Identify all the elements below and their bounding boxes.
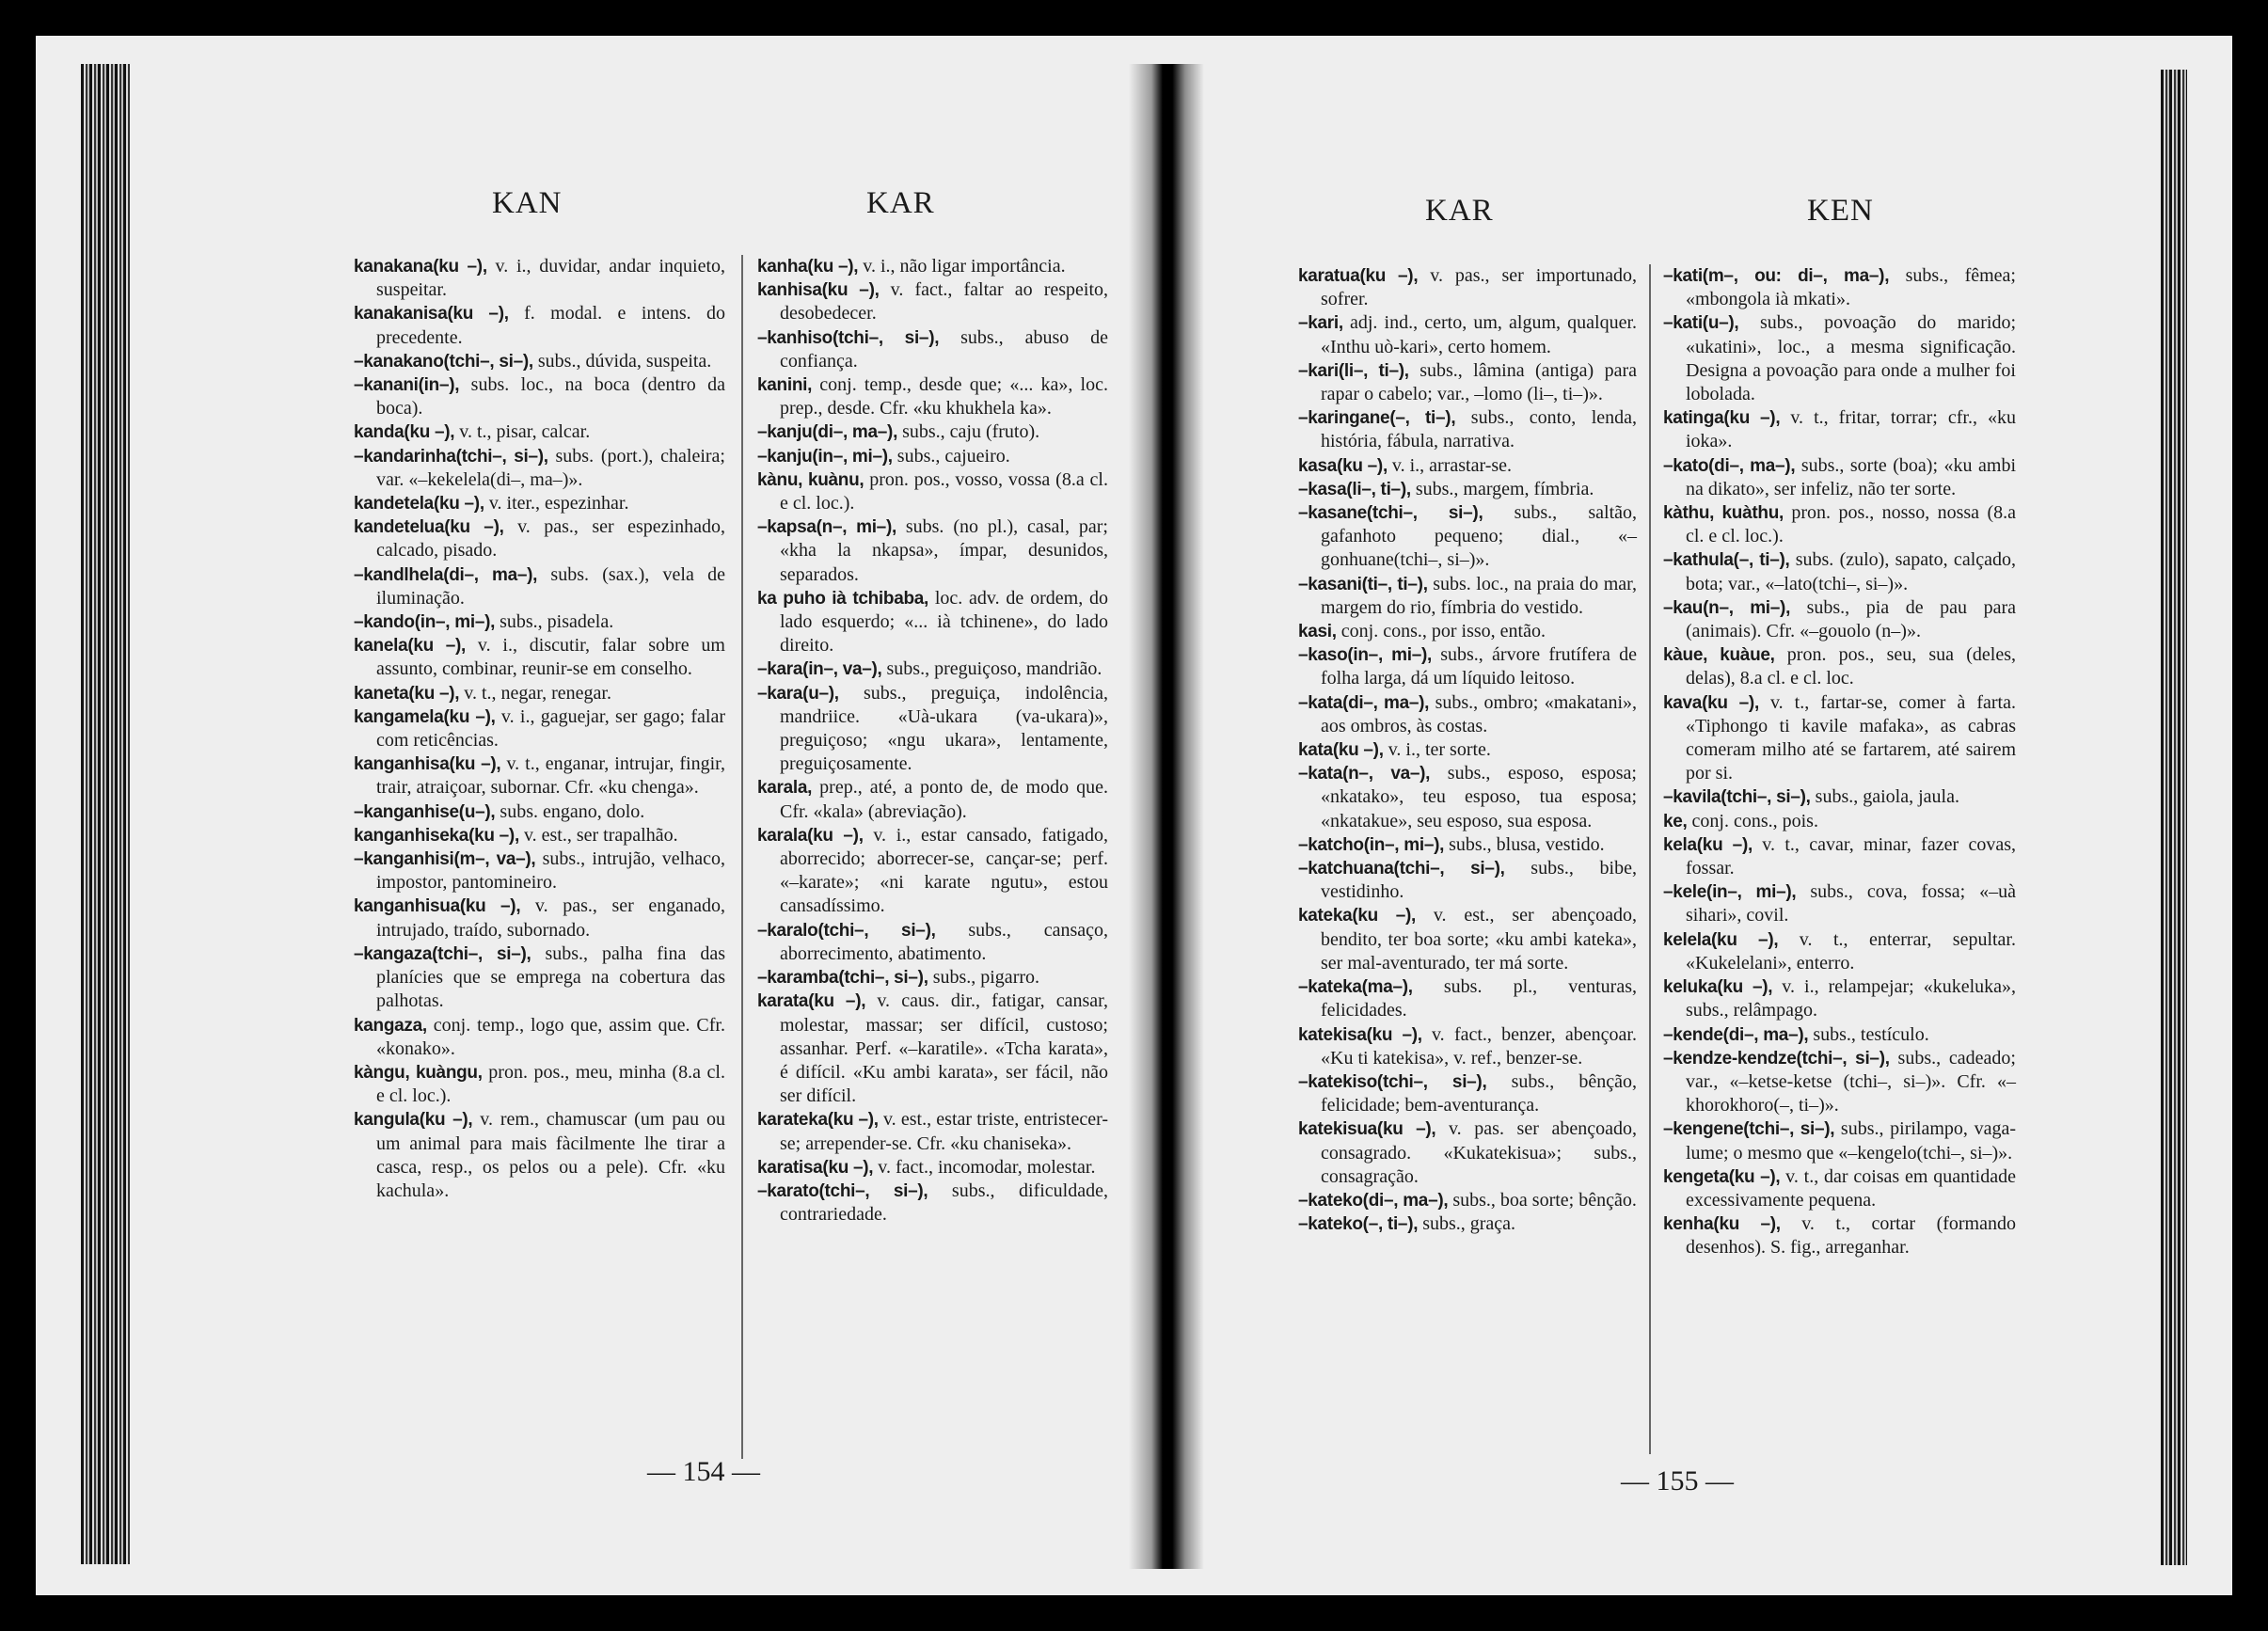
entry-term: kanakanisa(ku –), (354, 304, 509, 325)
entry-term: –kati(m–, ou: di–, ma–), (1663, 266, 1890, 286)
entry-term: karateka(ku –), (757, 1110, 879, 1131)
entry-term: kandetela(ku –), (354, 494, 484, 515)
entry-definition: subs., bibe, vestidinho. (1321, 858, 1637, 903)
entry-definition: subs., cansaço, aborrecimento, abatimento. (780, 919, 1108, 964)
entry-definition: subs., preguiçoso, mandrião. (881, 658, 1102, 680)
entry-term: –kateko(–, ti–), (1298, 1214, 1419, 1235)
running-head-left: KAN (492, 186, 563, 220)
entry-term: –karato(tchi–, si–), (757, 1180, 928, 1201)
entry-definition: subs., dúvida, suspeita. (532, 350, 712, 372)
entry-term: kanhisa(ku –), (757, 280, 880, 301)
entry-term: –karalo(tchi–, si–), (757, 920, 936, 941)
dictionary-entry (1298, 1117, 1637, 1189)
entry-definition: v. rem., chamuscar (um pau ou um animal para mais fàcilmente lhe tirar a casca, resp., os pelos ou a pele). Cfr. «ku kachula». (376, 1109, 725, 1201)
entry-term: –kando(in–, mi–), (354, 612, 496, 633)
entry-term: –kengene(tchi–, si–), (1663, 1119, 1835, 1140)
entry-definition: subs. engano, dolo. (495, 800, 645, 822)
entry-definition: v. t., enganar, intrujar, fingir, trair, atraiçoar, subornar. Cfr. «ku chenga». (376, 753, 725, 799)
dictionary-entry (354, 255, 725, 302)
dictionary-entry (1663, 1212, 2016, 1259)
dictionary-column (1663, 264, 2016, 1260)
entry-definition: subs. (zulo), sapato, calçado, bota; var., «–lato(tchi–, si–)». (1686, 549, 2017, 594)
dictionary-entry (354, 1061, 725, 1108)
entry-definition: v. i., arrastar-se. (1387, 454, 1513, 476)
dictionary-entry (354, 634, 725, 681)
entry-definition: subs., blusa, vestido. (1444, 833, 1605, 855)
dictionary-entry (757, 255, 1108, 278)
entry-definition: prep., até, a ponto de, de modo que. Cfr. «kala» (abreviação). (780, 777, 1108, 822)
entry-term: –kau(n–, mi–), (1663, 597, 1791, 618)
entry-term: karala, (757, 778, 813, 799)
entry-definition: subs., gaiola, jaula. (1810, 786, 1959, 808)
entry-term: –kari, (1298, 313, 1343, 334)
dictionary-entry (354, 1014, 725, 1061)
entry-definition: subs., lâmina (antiga) para rapar o cabelo; var., –lomo (li–, ti–)». (1321, 359, 1637, 405)
dictionary-entry (354, 445, 725, 492)
dictionary-column (757, 255, 1108, 1227)
entry-term: kangula(ku –), (354, 1110, 473, 1131)
entry-term: kanela(ku –), (354, 636, 467, 657)
entry-definition: adj. ind., certo, um, algum, qualquer. «Inthu uò-kari», certo homem. (1321, 312, 1637, 357)
entry-term: kanini, (757, 375, 813, 396)
entry-definition: v. t., pisar, calcar. (454, 421, 591, 443)
entry-term: –kavila(tchi–, si–), (1663, 787, 1811, 808)
entry-term: kanganhisua(ku –), (354, 896, 521, 917)
entry-term: –katcho(in–, mi–), (1298, 834, 1445, 855)
page-number: — 155 — (1621, 1465, 1734, 1496)
dictionary-entry (354, 895, 725, 942)
dictionary-entry (757, 587, 1108, 658)
entry-term: –kendze-kendze(tchi–, si–), (1663, 1048, 1890, 1069)
entry-term: kanakana(ku –), (354, 257, 487, 277)
running-head-left: KAR (1425, 194, 1494, 228)
dictionary-entry (1663, 596, 2016, 643)
dictionary-column (1298, 264, 1637, 1236)
entry-definition: subs., pigarro. (928, 967, 1040, 989)
book-gutter (1129, 64, 1204, 1569)
entry-term: kàue, kuàue, (1663, 645, 1775, 666)
entry-term: –kanhiso(tchi–, si–), (757, 327, 940, 348)
entry-definition: subs., graça. (1418, 1213, 1516, 1235)
entry-term: –kasa(li–, ti–), (1298, 479, 1411, 499)
dictionary-entry (1298, 573, 1637, 620)
running-head-right: KEN (1807, 194, 1874, 228)
dictionary-entry (1298, 264, 1637, 311)
entry-definition: v. fact., incomodar, molestar. (873, 1156, 1096, 1178)
entry-term: kangamela(ku –), (354, 706, 496, 727)
dictionary-entry (1298, 1070, 1637, 1117)
dictionary-entry (1663, 454, 2016, 501)
entry-definition: subs., esposo, esposa; «nkatako», teu esposo, tua esposa; «nkatakue», seu esposo, sua esposa. (1321, 763, 1637, 831)
entry-definition: v. t., fartar-se, comer à farta. «Tiphongo ti kavile mafaka», as cabras comeram milho até se fartarem, até sairem por si. (1686, 691, 2016, 784)
dictionary-entry (1663, 1047, 2016, 1118)
dictionary-entry (354, 302, 725, 349)
entry-definition: v. pas., ser importunado, sofrer. (1321, 265, 1637, 310)
dictionary-entry (1298, 975, 1637, 1022)
dictionary-entry (1663, 1117, 2016, 1164)
dictionary-entry (757, 919, 1108, 966)
dictionary-entry (354, 515, 725, 562)
entry-definition: v. est., ser trapalhão. (518, 824, 678, 846)
dictionary-entry (1298, 904, 1637, 975)
entry-definition: v. t., cavar, minar, fazer covas, fossar. (1686, 833, 2016, 879)
entry-term: keluka(ku –), (1663, 977, 1773, 998)
entry-definition: subs., cadeado; var., «–ketse-ketse (tchi–, si–)». Cfr. «–khorokhoro(–, ti–)». (1686, 1047, 2016, 1116)
entry-definition: subs., cajueiro. (892, 445, 1010, 467)
dictionary-entry (1298, 478, 1637, 501)
entry-definition: f. modal. e intens. do precedente. (376, 303, 725, 348)
dictionary-entry (1663, 880, 2016, 927)
entry-term: –kanganhise(u–), (354, 801, 496, 822)
entry-definition: subs. (no pl.), casal, par; «kha la nkapsa», ímpar, desunidos, separados. (780, 516, 1108, 585)
entry-definition: conj. temp., desde que; «... ka», loc. prep., desde. Cfr. «ku khukhela ka». (780, 374, 1108, 420)
entry-term: kelela(ku –), (1663, 929, 1779, 950)
entry-definition: subs., sorte (boa); «ku ambi na dikato», ser infeliz, não ter sorte. (1686, 454, 2016, 499)
entry-term: –kangaza(tchi–, si–), (354, 943, 531, 964)
dictionary-entry (354, 800, 725, 824)
page-154 (36, 36, 1127, 1595)
dictionary-entry (757, 682, 1108, 777)
entry-definition: subs., testículo. (1808, 1023, 1929, 1045)
entry-term: kandetelua(ku –), (354, 517, 504, 538)
entry-term: –kende(di–, ma–), (1663, 1024, 1809, 1045)
column-rule (741, 255, 743, 1459)
dictionary-entry (354, 705, 725, 752)
entry-definition: v. t., cortar (formando desenhos). S. fig., arreganhar. (1686, 1213, 2016, 1259)
dictionary-entry (354, 610, 725, 634)
entry-definition: v. t., negar, renegar. (459, 682, 611, 704)
entry-definition: v. pas., ser espezinhado, calcado, pisado. (376, 516, 725, 562)
entry-definition: subs., bênção, felicidade; bem-aventurança. (1321, 1070, 1638, 1116)
entry-definition: pron. pos., meu, minha (8.a cl. e cl. loc.). (376, 1061, 725, 1107)
entry-definition: subs. (sax.), vela de iluminação. (376, 563, 725, 609)
entry-term: katekisa(ku –), (1298, 1024, 1422, 1045)
dictionary-entry (1663, 785, 2016, 809)
entry-term: –kata(n–, va–), (1298, 764, 1431, 784)
entry-term: kasi, (1298, 622, 1337, 642)
entry-term: –kata(di–, ma–), (1298, 692, 1430, 713)
column-rule (1649, 264, 1651, 1454)
dictionary-entry (757, 278, 1108, 325)
entry-term: –kara(u–), (757, 683, 839, 704)
entry-term: –kanju(di–, ma–), (757, 422, 898, 443)
entry-term: kàngu, kuàngu, (354, 1062, 483, 1083)
dictionary-entry (1663, 548, 2016, 595)
dictionary-entry (1298, 1189, 1637, 1212)
entry-definition: subs., saltão, gafanhoto pequeno; dial., «–gonhuane(tchi–, si–)». (1321, 502, 1637, 571)
entry-definition: v. caus. dir., fatigar, cansar, molestar, massar; ser difícil, custoso; assanhar. Perf. «–karatile». «Tcha karata», é difícil. «Ku ambi karata», ser fácil, não ser difícil. (780, 990, 1108, 1107)
entry-definition: pron. pos., nosso, nossa (8.a cl. e cl. loc.). (1686, 502, 2016, 547)
entry-term: –kari(li–, ti–), (1298, 360, 1409, 381)
entry-definition: v. fact., benzer, abençoar. «Ku ti katekisa», v. ref., benzer-se. (1321, 1023, 1637, 1069)
dictionary-entry (757, 515, 1108, 587)
entry-definition: subs., dificuldade, contrariedade. (780, 1180, 1108, 1226)
entry-definition: loc. adv. de ordem, do lado esquerdo; «... ià tchinene», do lado direito. (780, 587, 1108, 657)
dictionary-entry (1663, 928, 2016, 975)
dictionary-entry (757, 468, 1108, 515)
dictionary-entry (757, 445, 1108, 468)
entry-definition: v. t., dar coisas em quantidade excessivamente pequena. (1686, 1165, 2016, 1211)
entry-definition: v. i., não ligar importância. (858, 256, 1066, 277)
dictionary-entry (757, 373, 1108, 420)
entry-term: –kateka(ma–), (1298, 977, 1413, 998)
entry-definition: subs. (port.), chaleira; var. «–kekelela(di–, ma–)». (376, 445, 725, 490)
entry-definition: subs. loc., na boca (dentro da boca). (376, 374, 725, 420)
dictionary-entry (1298, 691, 1637, 738)
dictionary-entry (354, 847, 725, 895)
entry-term: kanda(ku –), (354, 422, 455, 443)
dictionary-entry (354, 350, 725, 373)
dictionary-entry (354, 682, 725, 705)
entry-term: kanha(ku –), (757, 257, 859, 277)
entry-term: –karamba(tchi–, si–), (757, 968, 928, 989)
entry-term: –kanganhisi(m–, va–), (354, 849, 536, 870)
dictionary-entry (1298, 359, 1637, 406)
dictionary-entry (1298, 833, 1637, 857)
entry-term: karata(ku –), (757, 991, 866, 1012)
entry-definition: v. fact., faltar ao respeito, desobedecer. (780, 279, 1109, 325)
dictionary-entry (1663, 833, 2016, 880)
entry-definition: conj. cons., por isso, então. (1336, 621, 1546, 642)
scanned-book-spread (36, 36, 2232, 1595)
entry-term: kateka(ku –), (1298, 906, 1417, 926)
dictionary-entry (757, 1180, 1108, 1227)
dictionary-entry (1298, 643, 1637, 690)
dictionary-entry (757, 326, 1108, 373)
page-155 (1207, 36, 2232, 1595)
entry-term: –kati(u–), (1663, 313, 1739, 334)
dictionary-entry (1663, 1023, 2016, 1047)
entry-definition: subs., preguiça, indolência, mandriice. «Uà-ukara (va-ukara)», preguiçoso; «ngu ukara», lentamente, preguiçosamente. (780, 682, 1108, 775)
entry-term: –kandarinha(tchi–, si–), (354, 446, 548, 467)
entry-definition: v. i., gaguejar, ser gago; falar com reticências. (376, 705, 725, 752)
dictionary-entry (757, 657, 1108, 681)
entry-definition: subs., cova, fossa; «–uà sihari», covil. (1686, 881, 2016, 926)
dictionary-entry (1663, 264, 2016, 311)
dictionary-entry (1298, 1212, 1637, 1236)
entry-definition: subs., caju (fruto). (897, 421, 1040, 443)
dictionary-entry (757, 1156, 1108, 1180)
entry-term: karatisa(ku –), (757, 1157, 874, 1178)
entry-term: kasa(ku –), (1298, 455, 1388, 476)
page-number: — 154 — (647, 1456, 760, 1487)
dictionary-entry (354, 492, 725, 515)
entry-definition: v. pas. ser abençoado, consagrado. «Kukatekisua»; subs., consagração. (1321, 1118, 1637, 1187)
entry-term: –kandlhela(di–, ma–), (354, 564, 538, 585)
entry-term: kànu, kuànu, (757, 469, 864, 490)
dictionary-entry (1298, 762, 1637, 833)
dictionary-entry (1663, 1165, 2016, 1212)
entry-term: kanganhisa(ku –), (354, 754, 501, 775)
entry-term: –kasane(tchi–, si–), (1298, 503, 1483, 524)
entry-term: –kasani(ti–, ti–), (1298, 574, 1428, 594)
running-head-right: KAR (866, 186, 935, 220)
entry-term: –kaso(in–, mi–), (1298, 645, 1432, 666)
entry-definition: subs., pisadela. (495, 611, 614, 633)
dictionary-entry (1298, 857, 1637, 904)
entry-definition: pron. pos., seu, sua (deles, delas), 8.a cl. e cl. loc. (1686, 644, 2016, 689)
entry-term: kàthu, kuàthu, (1663, 503, 1784, 524)
dictionary-entry (757, 990, 1108, 1108)
dictionary-entry (1298, 1023, 1637, 1070)
entry-definition: conj. cons., pois. (1687, 810, 1818, 831)
entry-definition: v. i., estar cansado, fatigado, aborrecido; aborrecer-se, cançar-se; perf. «–karate»; «ni karate ngutu», estou cansadíssimo. (780, 824, 1108, 917)
entry-definition: subs., árvore frutífera de folha larga, dá um líquido leitoso. (1321, 644, 1637, 689)
dictionary-entry (354, 420, 725, 444)
entry-term: –katchuana(tchi–, si–), (1298, 859, 1505, 879)
dictionary-entry (354, 1108, 725, 1203)
dictionary-entry (1663, 311, 2016, 406)
dictionary-entry (1298, 620, 1637, 643)
entry-definition: subs., margem, fímbria. (1410, 478, 1594, 499)
dictionary-column (354, 255, 725, 1203)
dictionary-entry (1663, 501, 2016, 548)
entry-definition: v. i., duvidar, andar inquieto, suspeitar. (376, 256, 725, 301)
dictionary-entry (1298, 454, 1637, 478)
dictionary-entry (1298, 501, 1637, 573)
dictionary-entry (354, 373, 725, 420)
entry-term: kengeta(ku –), (1663, 1166, 1781, 1187)
entry-term: kenha(ku –), (1663, 1214, 1781, 1235)
entry-definition: subs., abuso de confiança. (780, 326, 1108, 372)
dictionary-entry (757, 420, 1108, 444)
dictionary-entry (354, 824, 725, 847)
entry-definition: subs., povoação do marido; «ukatini», loc., a mesma significação. Designa a povoação para onde a mulher foi lobolada. (1686, 312, 2016, 405)
entry-definition: subs. loc., na praia do mar, margem do rio, fímbria do vestido. (1321, 573, 1638, 618)
dictionary-entry (757, 1108, 1108, 1155)
entry-term: kanganhiseka(ku –), (354, 825, 519, 846)
entry-term: –kateko(di–, ma–), (1298, 1190, 1449, 1211)
dictionary-entry (1663, 406, 2016, 453)
dictionary-entry (757, 966, 1108, 990)
entry-term: –kanakano(tchi–, si–), (354, 351, 533, 372)
entry-term: kata(ku –), (1298, 740, 1384, 761)
entry-definition: v. i., relampejar; «kukeluka», subs., relâmpago. (1686, 976, 2016, 1021)
dictionary-entry (354, 752, 725, 800)
dictionary-entry (1298, 406, 1637, 453)
entry-definition: v. iter., espezinhar. (484, 493, 629, 515)
entry-term: kangaza, (354, 1015, 427, 1036)
entry-definition: subs., intrujão, velhaco, impostor, pantomineiro. (376, 848, 725, 894)
entry-definition: v. t., enterrar, sepultar. «Kukelelani», enterro. (1686, 928, 2016, 974)
entry-definition: subs. pl., venturas, felicidades. (1321, 976, 1637, 1021)
entry-definition: subs., pirilampo, vaga-lume; o mesmo que «–kengelo(tchi–, si–)». (1686, 1118, 2016, 1164)
entry-term: –kanani(in–), (354, 375, 460, 396)
dictionary-entry (1663, 643, 2016, 690)
entry-term: –kapsa(n–, mi–), (757, 517, 896, 538)
dictionary-entry (1663, 691, 2016, 786)
entry-term: –katekiso(tchi–, si–), (1298, 1071, 1487, 1092)
entry-term: –kato(di–, ma–), (1663, 455, 1796, 476)
entry-definition: subs., pia de pau para (animais). Cfr. «–gouolo (n–)». (1686, 596, 2016, 642)
entry-term: –kara(in–, va–), (757, 659, 882, 680)
entry-definition: subs., ombro; «makatani», aos ombros, às costas. (1321, 691, 1638, 736)
entry-term: ka puho ià tchibaba, (757, 588, 929, 609)
entry-term: katekisua(ku –), (1298, 1119, 1436, 1140)
entry-definition: pron. pos., vosso, vossa (8.a cl. e cl. loc.). (780, 468, 1108, 515)
entry-definition: v. t., fritar, torrar; cfr., «ku ioka». (1686, 407, 2016, 452)
dictionary-entry (354, 942, 725, 1014)
entry-definition: conj. temp., logo que, assim que. Cfr. «konako». (376, 1014, 725, 1059)
entry-term: karala(ku –), (757, 825, 864, 846)
entry-term: –kanju(in–, mi–), (757, 446, 893, 467)
entry-definition: v. est., ser abençoado, bendito, ter boa sorte; «ku ambi kateka», ser mal-aventurado, ter má sorte. (1321, 905, 1638, 974)
dictionary-entry (1663, 975, 2016, 1022)
entry-definition: v. pas., ser enganado, intrujado, traído, subornado. (376, 895, 725, 941)
entry-term: kaneta(ku –), (354, 683, 460, 704)
entry-definition: v. i., ter sorte. (1383, 739, 1491, 761)
dictionary-entry (354, 563, 725, 610)
entry-definition: subs., fêmea; «mbongola ià mkati». (1686, 265, 2016, 310)
dictionary-entry (1663, 810, 2016, 833)
entry-definition: v. est., estar triste, entristecer-se; arrepender-se. Cfr. «ku chaniseka». (780, 1109, 1108, 1154)
entry-term: –kathula(–, ti–), (1663, 550, 1790, 571)
dictionary-entry (1298, 311, 1637, 358)
entry-term: kava(ku –), (1663, 692, 1759, 713)
entry-term: –kele(in–, mi–), (1663, 882, 1797, 903)
entry-definition: subs., conto, lenda, história, fábula, narrativa. (1321, 407, 1638, 452)
entry-term: katinga(ku –), (1663, 408, 1781, 429)
entry-term: kela(ku –), (1663, 834, 1753, 855)
entry-term: karatua(ku –), (1298, 266, 1419, 286)
entry-term: ke, (1663, 811, 1688, 831)
entry-definition: v. i., discutir, falar sobre um assunto, combinar, reunir-se em conselho. (376, 635, 725, 680)
entry-term: –karingane(–, ti–), (1298, 408, 1456, 429)
entry-definition: subs., palha fina das planícies que se emprega na cobertura das palhotas. (376, 942, 725, 1012)
dictionary-entry (757, 776, 1108, 823)
dictionary-entry (757, 824, 1108, 919)
entry-definition: subs., boa sorte; bênção. (1448, 1189, 1637, 1211)
dictionary-entry (1298, 738, 1637, 762)
